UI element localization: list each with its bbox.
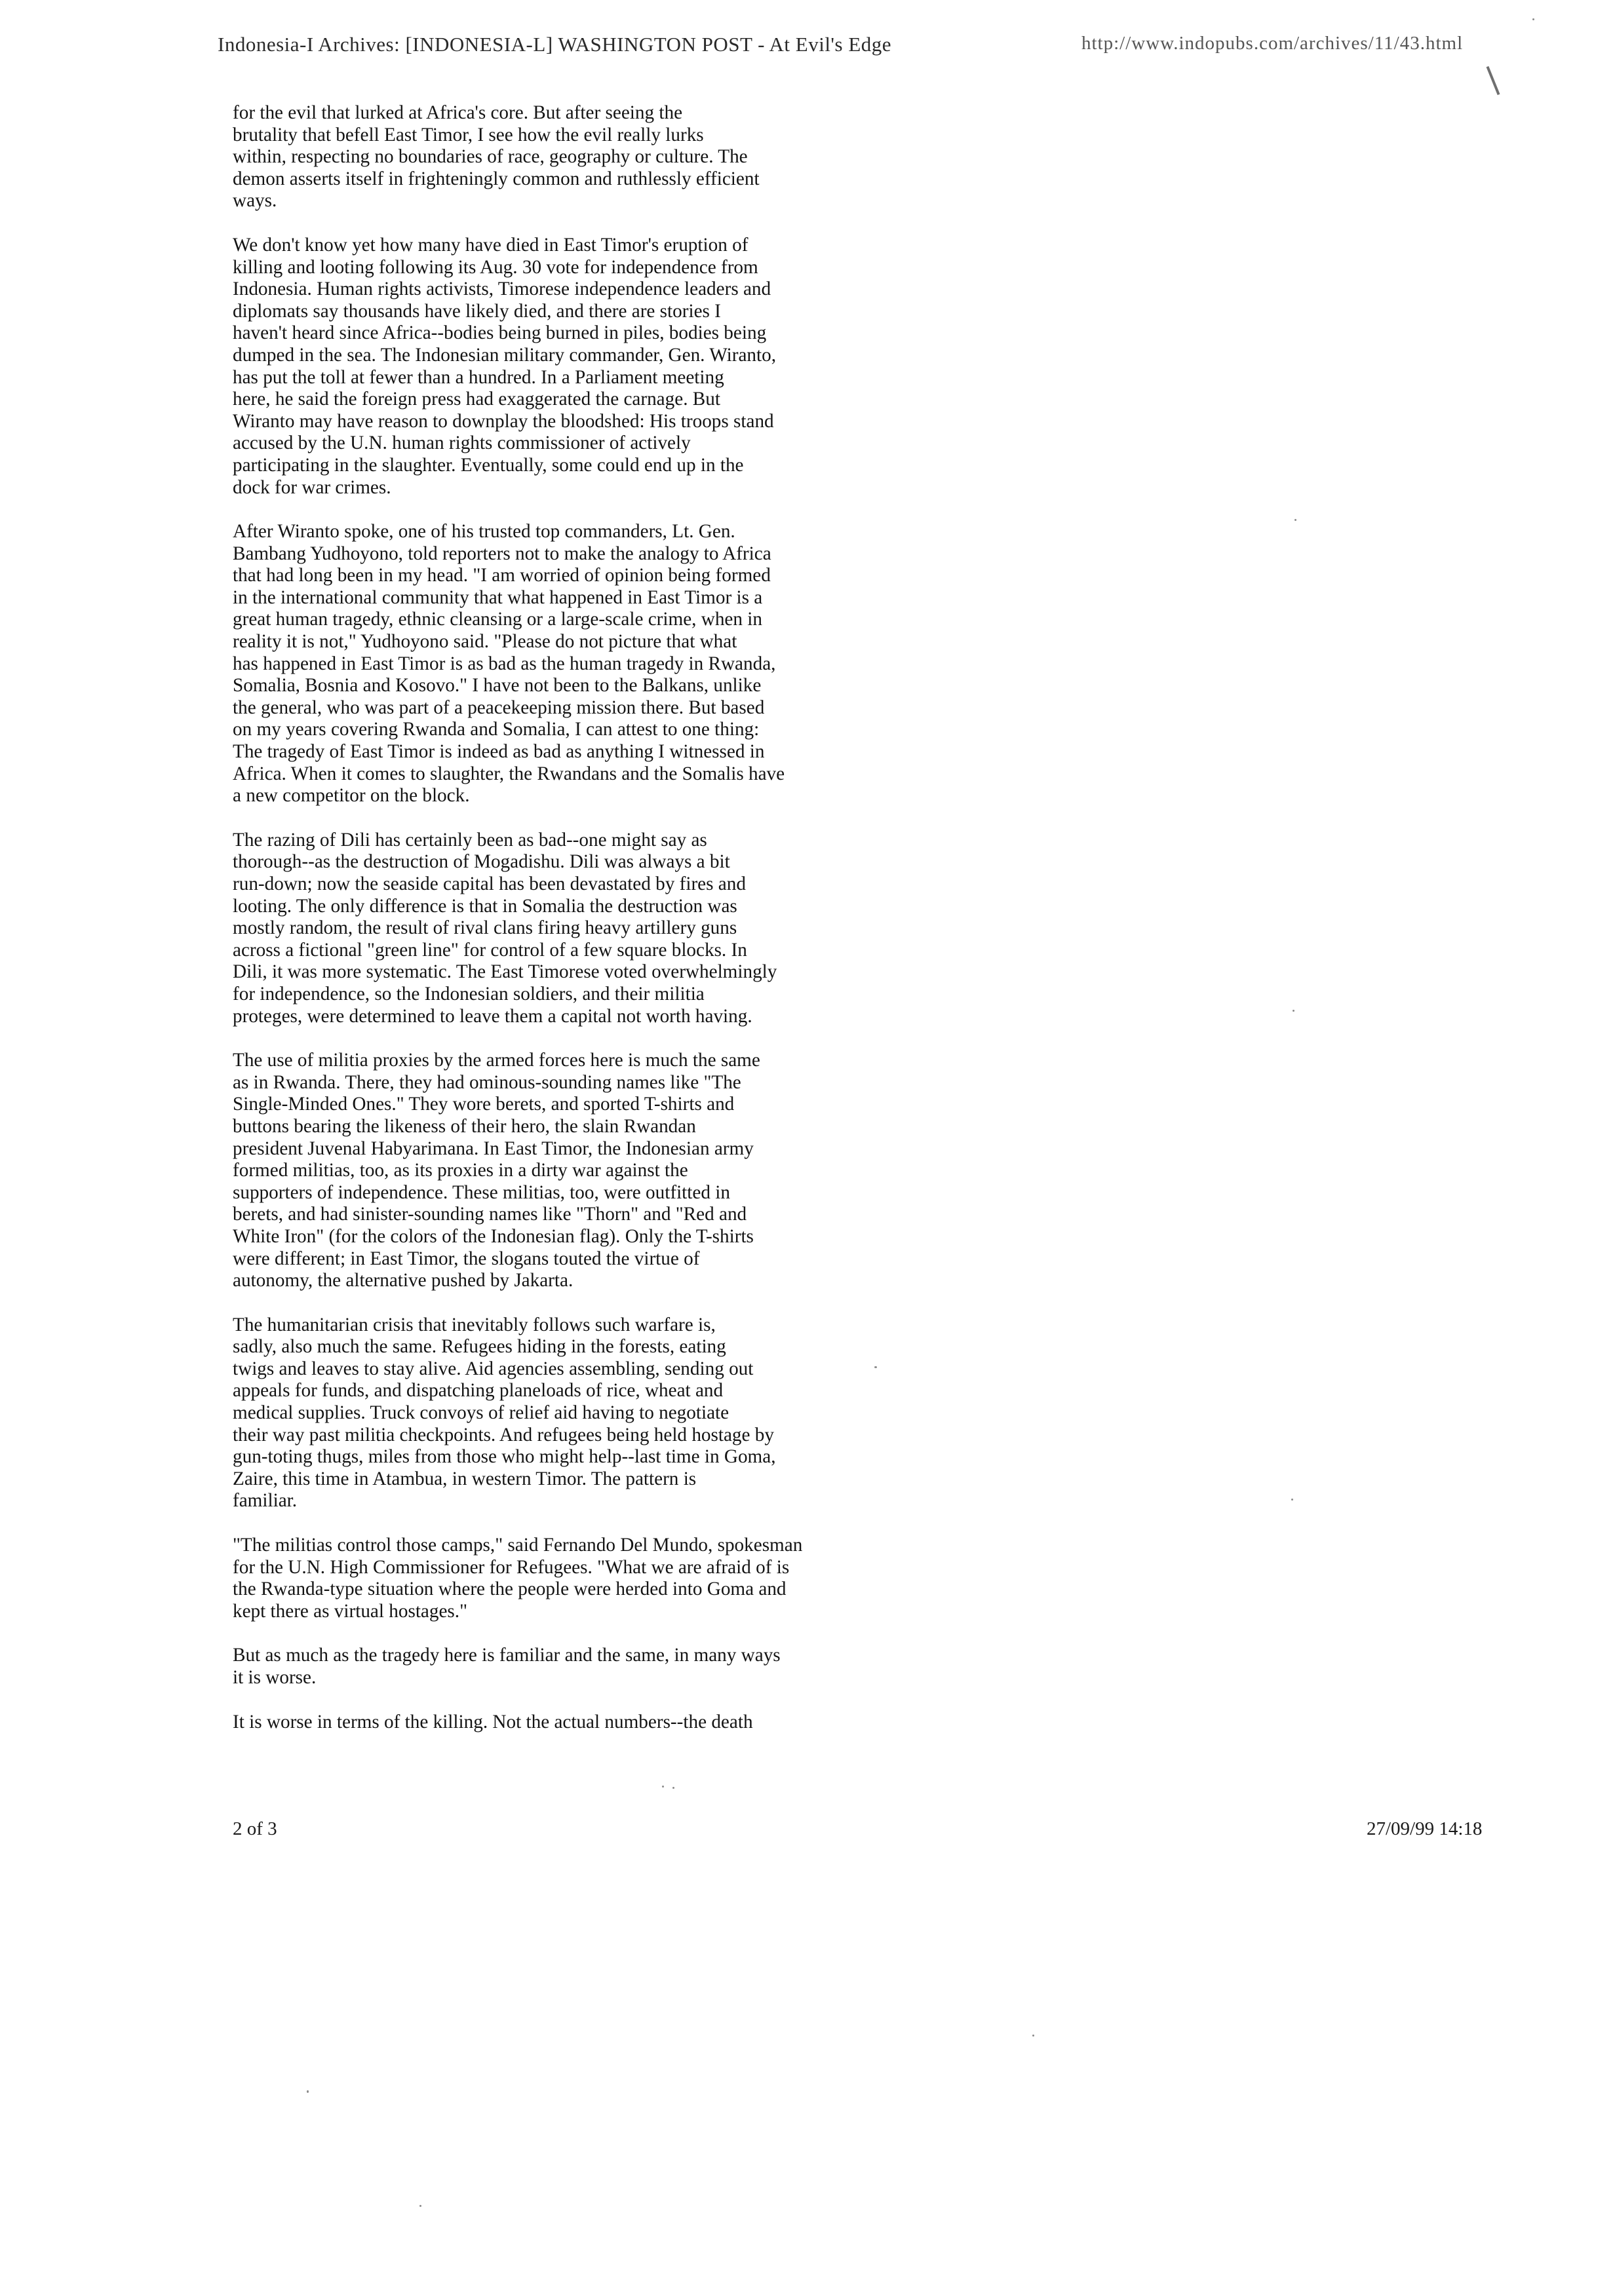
print-footer: [0, 1818, 1615, 1845]
scan-speck: [419, 2205, 421, 2207]
scan-speck: [1032, 2035, 1034, 2037]
article-paragraph: After Wiranto spoke, one of his trusted top commanders, Lt. Gen. Bambang Yudhoyono, told reporters not to make the analogy to Africa that had long been in my head. "I am worried of opinion being formed in the international community that what happened in East Timor is a great human tragedy, ethnic cleansing or a large-scale crime, when in reality it is not," Yudhoyono said. "Please do not picture that what has happened in East Timor is as bad as the human tragedy in Rwanda, Somalia, Bosnia and Kosovo." I have not been to the Balkans, unlike the general, who was part of a peacekeeping mission there. But based on my years covering Rwanda and Somalia, I can attest to one thing: The tragedy of East Timor is indeed as bad as anything I witnessed in Africa. When it comes to slaughter, the Rwandans and the Somalis have a new competitor on the block.: [233, 521, 785, 807]
article-paragraph: The use of militia proxies by the armed forces here is much the same as in Rwanda. There, they had ominous-sounding names like "The Single-Minded Ones." They wore berets, and sported T-shirts and buttons bearing the likeness of their hero, the slain Rwandan president Juvenal Habyarimana. In East Timor, the Indonesian army formed militias, too, as its proxies in a dirty war against the supporters of independence. These militias, too, were outfitted in berets, and had sinister-sounding names like "Thorn" and "Red and White Iron" (for the colors of the Indonesian flag). Only the T-shirts were different; in East Timor, the slogans touted the virtue of autonomy, the alternative pushed by Jakarta.: [233, 1050, 760, 1292]
article-paragraph: We don't know yet how many have died in East Timor's eruption of killing and looting following its Aug. 30 vote for independence from Indonesia. Human rights activists, Timorese independence leaders and diplomats say thousands have likely died, and there are stories I haven't heard since Africa--bodies being burned in piles, bodies being dumped in the sea. The Indonesian military commander, Gen. Wiranto, has put the toll at fewer than a hundred. In a Parliament meeting here, he said the foreign press had exaggerated the carnage. But Wiranto may have reason to downplay the bloodshed: His troops stand accused by the U.N. human rights commissioner of actively participating in the slaughter. Eventually, some could end up in the dock for war crimes.: [233, 234, 777, 498]
article-paragraph: The razing of Dili has certainly been as bad--one might say as thorough--as the destruction of Mogadishu. Dili was always a bit run-down; now the seaside capital has been devastated by fires and looting. The only difference is that in Somalia the destruction was mostly random, the result of rival clans firing heavy artillery guns across a fictional "green line" for control of a few square blocks. In Dili, it was more systematic. The East Timorese voted overwhelmingly for independence, so the Indonesian soldiers, and their militia proteges, were determined to leave them a capital not worth having.: [233, 829, 777, 1027]
scan-speck: [1532, 18, 1534, 20]
print-header: [0, 26, 1615, 59]
print-datetime: 27/09/99 14:18: [1367, 1818, 1483, 1839]
scan-speck: [672, 1787, 674, 1789]
article-paragraph: But as much as the tragedy here is familiar and the same, in many ways it is worse.: [233, 1645, 781, 1688]
article-paragraph: "The militias control those camps," said Fernando Del Mundo, spokesman for the U.N. High Commissioner for Refugees. "What we are afraid of is the Rwanda-type situation where the people were herded into Goma and kept there as virtual hostages.": [233, 1535, 803, 1622]
article-paragraph: It is worse in terms of the killing. Not the actual numbers--the death: [233, 1711, 753, 1732]
article-paragraph: The humanitarian crisis that inevitably follows such warfare is, sadly, also much the same. Refugees hiding in the forests, eating twigs and leaves to stay alive. Aid agencies assembling, sending out appeals for funds, and dispatching planeloads of rice, wheat and medical supplies. Truck convoys of relief aid having to negotiate their way past militia checkpoints. And refugees being held hostage by gun-toting thugs, miles from those who might help--last time in Goma, Zaire, this time in Atambua, in western Timor. The pattern is familiar.: [233, 1314, 776, 1512]
page-number: 2 of 3: [233, 1818, 277, 1839]
scan-speck: [1294, 519, 1296, 521]
scan-speck: [1293, 1010, 1294, 1012]
article-paragraph: for the evil that lurked at Africa's core. But after seeing the brutality that befell East Timor, I see how the evil really lurks within, respecting no boundaries of race, geography or culture. The demon asserts itself in frighteningly common and ruthlessly efficient ways.: [233, 102, 760, 212]
scan-speck: [662, 1786, 664, 1788]
scan-speck: [307, 2090, 309, 2093]
article-body: [233, 102, 927, 1755]
source-url: http://www.indopubs.com/archives/11/43.html: [1081, 33, 1464, 54]
scan-mark: [1487, 66, 1500, 95]
scan-speck: [874, 1366, 877, 1368]
document-title: Indonesia-I Archives: [INDONESIA-L] WASHINGTON POST - At Evil's Edge: [218, 33, 892, 56]
scan-speck: [1291, 1499, 1293, 1501]
